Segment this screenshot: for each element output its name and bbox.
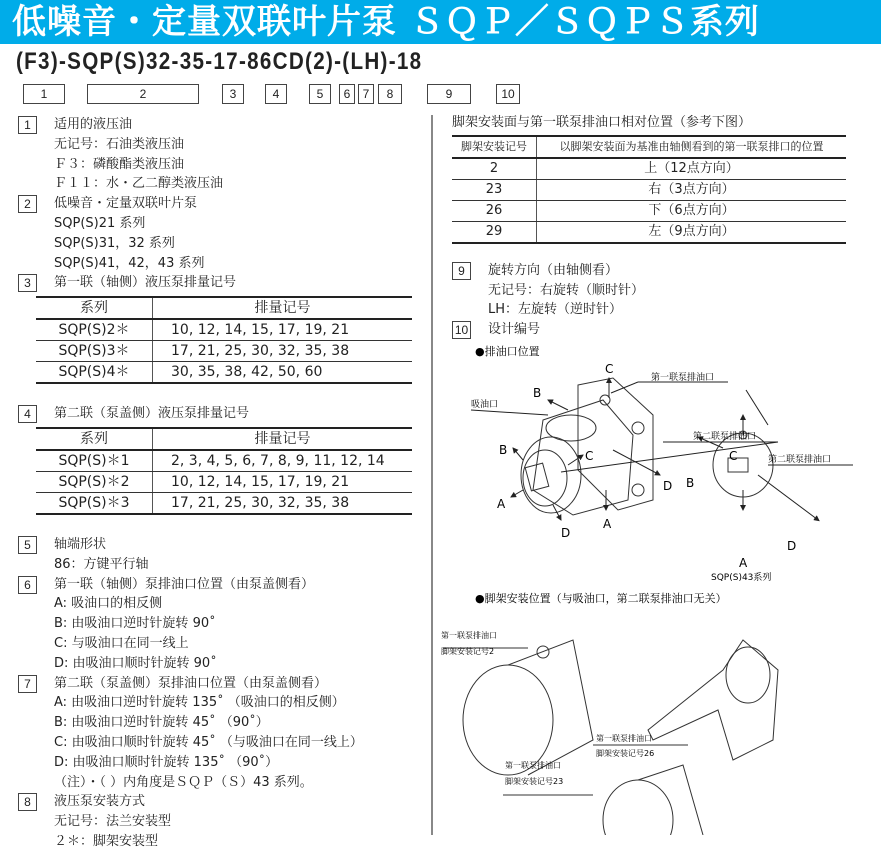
- section-heading: [452, 320, 852, 340]
- section-3: [18, 273, 418, 384]
- code-box: 5: [309, 84, 331, 104]
- sqp43-caption: SQP(S)43系列: [711, 573, 772, 583]
- section-9: [452, 261, 852, 320]
- code-box: 6: [339, 84, 355, 104]
- section-number-box: 4: [18, 405, 37, 423]
- section-heading: [452, 261, 852, 281]
- table-row: [36, 492, 412, 514]
- dir-label: C: [729, 449, 738, 463]
- table-header: 系列: [36, 297, 153, 319]
- table-cell: 2, 3, 4, 5, 6, 7, 8, 9, 11, 12, 14: [153, 450, 413, 472]
- section-line: A: 吸油口的相反侧: [54, 596, 163, 612]
- table-header: 系列: [36, 428, 153, 450]
- left-column: [18, 115, 418, 852]
- table-cell: SQP(S)4＊: [36, 362, 153, 384]
- section-4: [18, 404, 418, 515]
- table-cell: 17, 21, 25, 30, 32, 35, 38: [171, 494, 350, 511]
- suction-port-label: 吸油口: [471, 400, 499, 410]
- section-heading: [18, 273, 418, 293]
- section-heading: [18, 115, 418, 135]
- section-line: 无记号：法兰安装型: [54, 814, 172, 830]
- dir-label: C: [605, 362, 614, 376]
- code-box: 10: [496, 84, 520, 104]
- table-cell: 10, 12, 14, 15, 17, 19, 21: [153, 319, 413, 341]
- dir-label: C: [585, 449, 594, 463]
- callout-label: 脚架安装记号23: [505, 777, 564, 786]
- section-line: ２＊：脚架安装型: [54, 833, 159, 849]
- displacement-table: [36, 296, 412, 384]
- section-number-box: 10: [452, 321, 471, 339]
- table-cell: SQP(S)＊1: [36, 450, 153, 472]
- section-number-box: 7: [18, 675, 37, 693]
- section-title: 适用的液压油: [54, 117, 133, 132]
- callout-label: 脚架安装记号26: [596, 749, 655, 758]
- table-cell: 下（6点方向）: [537, 200, 847, 221]
- section-7: [18, 674, 418, 793]
- section-title: 低噪音・定量双联叶片泵: [54, 196, 198, 212]
- section-heading: [18, 194, 418, 214]
- section-number-box: 3: [18, 274, 37, 292]
- section-line: 无记号：石油类液压油: [54, 136, 185, 152]
- section-line: SQP(S)21 系列: [54, 215, 146, 231]
- section-line: Ｆ３：磷酸酯类液压油: [54, 156, 185, 172]
- second-outlet-label: 第二联泵排油口: [693, 432, 757, 442]
- code-box: 9: [427, 84, 471, 104]
- table-header: 排量记号: [153, 297, 413, 319]
- table-row: [36, 471, 412, 492]
- section-title: 第二联（泵盖侧）液压泵排量记号: [54, 406, 250, 422]
- fig2-title: ●脚架安装位置（与吸油口，第二联泵排油口无关）: [475, 592, 727, 605]
- callout-label: 第一联泵排油口: [441, 631, 497, 640]
- table-cell: SQP(S)3＊: [36, 341, 153, 362]
- dir-label: A: [497, 497, 506, 511]
- table-cell: 17, 21, 25, 30, 32, 35, 38: [153, 341, 413, 362]
- foot-position-title: 脚架安装面与第一联泵排油口相对位置（参考下图）: [452, 115, 752, 130]
- section-heading: [18, 674, 418, 694]
- section-8: [18, 792, 418, 851]
- section-title: 第一联（轴侧）泵排油口位置（由泵盖侧看）: [54, 576, 315, 592]
- table-cell: 左（9点方向）: [648, 223, 735, 239]
- section-number-box: 9: [452, 262, 471, 280]
- section-line: D: 由吸油口顺时针旋转 90˚: [54, 655, 217, 671]
- table-cell: SQP(S)＊2: [36, 471, 153, 492]
- dir-label: A: [603, 517, 612, 531]
- code-box: 4: [265, 84, 287, 104]
- section-line: Ｆ１１：水・乙二醇类液压油: [54, 176, 224, 192]
- page-title: 低噪音・定量双联叶片泵 ＳＱＰ／ＳＱＰＳ系列: [12, 2, 760, 42]
- dir-label: D: [561, 526, 571, 540]
- header-bar: [0, 0, 881, 44]
- table-header-row: [452, 136, 846, 158]
- model-code: (F3)-SQP(S)32-35-17-86CD(2)-(LH)-18: [16, 48, 423, 75]
- section-number-box: 5: [18, 536, 37, 554]
- section-line: A: 由吸油口逆时针旋转 135˚ （吸油口的相反侧）: [54, 695, 345, 711]
- table-header: 脚架安装记号: [452, 136, 537, 158]
- section-number-box: 8: [18, 793, 37, 811]
- code-box: 2: [87, 84, 199, 104]
- section-title: 轴端形状: [54, 536, 107, 552]
- section-line: SQP(S)31，32 系列: [54, 235, 175, 251]
- table-cell: 26: [452, 200, 537, 221]
- table-cell: 10, 12, 14, 15, 17, 19, 21: [153, 471, 413, 492]
- table-header: 排量记号: [153, 428, 413, 450]
- table-row: [36, 319, 412, 341]
- section-line: B: 由吸油口逆时针旋转 45˚ （90˚）: [54, 715, 269, 731]
- code-box: 3: [222, 84, 244, 104]
- table-cell: 右（3点方向）: [537, 179, 847, 200]
- table-cell: 上（12点方向）: [537, 158, 847, 180]
- code-box: 1: [23, 84, 65, 104]
- section-title: 第一联（轴侧）液压泵排量记号: [54, 275, 237, 291]
- table-row: [36, 362, 412, 384]
- section-line: （注）・（ ）内角度是ＳＱＰ（Ｓ）43 系列。: [54, 774, 313, 790]
- code-box: 7: [358, 84, 374, 104]
- pump-drawings: [433, 340, 881, 835]
- section-line: LH：左旋转（逆时针）: [488, 302, 623, 318]
- section-5: [18, 535, 418, 575]
- section-line: B: 由吸油口逆时针旋转 90˚: [54, 616, 216, 632]
- section-title: 设计编号: [488, 322, 541, 338]
- table-cell: SQP(S)＊3: [36, 492, 153, 514]
- second-outlet-label-b: 第二联泵排油口: [768, 455, 832, 465]
- callout-label: 第一联泵排油口: [505, 761, 561, 770]
- section-title: 第二联（泵盖侧）泵排油口位置（由泵盖侧看）: [54, 675, 328, 691]
- section-line: 无记号：右旋转（顺时针）: [488, 282, 645, 298]
- section-6: [18, 575, 418, 674]
- dir-label: D: [787, 539, 797, 553]
- table-row: [36, 341, 412, 362]
- callout-label: 脚架安装记号2: [441, 647, 495, 656]
- section-heading: [18, 404, 418, 424]
- callout-label: 第一联泵排油口: [596, 734, 652, 743]
- section-number-box: 2: [18, 195, 37, 213]
- table-cell: 30, 35, 38, 42, 50, 60: [171, 364, 323, 381]
- section-2: [18, 194, 418, 273]
- dir-label: B: [686, 476, 695, 490]
- dir-label: B: [499, 443, 508, 457]
- section-title: 旋转方向（由轴侧看）: [488, 262, 619, 278]
- table-row: [452, 221, 846, 243]
- dir-label: D: [663, 479, 673, 493]
- right-column: [452, 113, 852, 340]
- section-line: SQP(S)41，42，43 系列: [54, 255, 205, 271]
- section-number-box: 6: [18, 576, 37, 594]
- table-header-row: [36, 428, 412, 450]
- table-row: [452, 179, 846, 200]
- section-heading: [18, 575, 418, 595]
- code-box: 8: [378, 84, 402, 104]
- table-header-row: [36, 297, 412, 319]
- section-title: 液压泵安装方式: [54, 794, 146, 810]
- table-header: 以脚架安装面为基准由轴侧看到的第一联泵排口的位置: [537, 136, 847, 158]
- section-1: [18, 115, 418, 194]
- fig1-title: ●排油口位置: [475, 345, 540, 358]
- dir-label: B: [533, 386, 542, 400]
- section-heading: [18, 535, 418, 555]
- table-row: [452, 200, 846, 221]
- displacement-table: [36, 427, 412, 515]
- foot-position-table: [452, 135, 846, 244]
- table-cell: SQP(S)2＊: [36, 319, 153, 341]
- section-number-box: 1: [18, 116, 37, 134]
- table-row: [36, 450, 412, 472]
- first-outlet-label: 第一联泵排油口: [651, 373, 715, 383]
- dir-label: A: [739, 556, 748, 570]
- table-row: [452, 158, 846, 180]
- section-line: C: 与吸油口在同一线上: [54, 635, 189, 651]
- section-line: 86：方键平行轴: [54, 556, 149, 572]
- section-line: C: 由吸油口顺时针旋转 45˚ （与吸油口在同一线上）: [54, 734, 363, 750]
- table-cell: 2: [452, 158, 537, 180]
- section-heading: [18, 792, 418, 812]
- section-10: [452, 320, 852, 340]
- table-cell: 29: [452, 221, 537, 243]
- table-cell: 23: [452, 179, 537, 200]
- section-line: D: 由吸油口顺时针旋转 135˚ （90˚）: [54, 754, 279, 770]
